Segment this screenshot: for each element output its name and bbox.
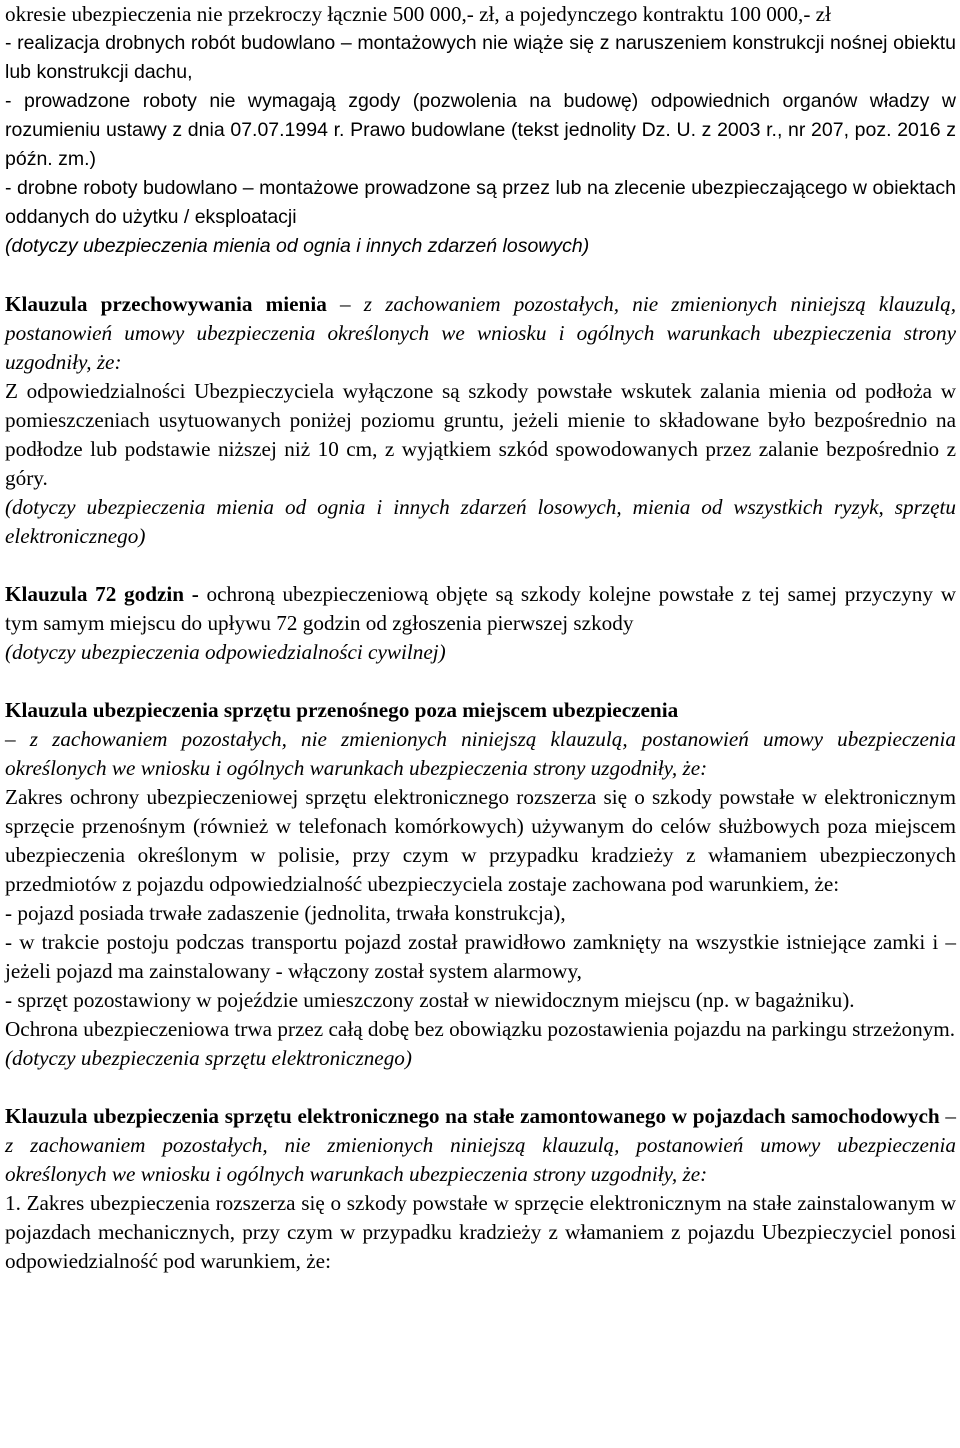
clause-portable-scope: (dotyczy ubezpieczenia sprzętu elektronicznego) [5, 1046, 412, 1070]
clause-portable-condition-roof: - pojazd posiada trwałe zadaszenie (jednolita, trwała konstrukcja), [5, 901, 566, 925]
clause-storage [5, 290, 956, 377]
clause-portable-note: Ochrona ubezpieczeniowa trwa przez całą dobę bez obowiązku pozostawienia pojazdu na parkingu strzeżonym. [5, 1017, 956, 1041]
scope-note-fire: (dotyczy ubezpieczenia mienia od ognia i innych zdarzeń losowych) [5, 235, 590, 257]
clause-portable-body: Zakres ochrony ubezpieczeniowej sprzętu elektronicznego rozszerza się o szkody powstałe w elektronicznym sprzęcie przenośnym (również w telefonach komórkowych) używanym do celów służbowych poza miejscem ubezpieczenia określonym w polisie, przy czym w przypadku kradzieży z włamaniem ubezpieczonych przedmiotów z pojazdu odpowiedzialność ubezpieczyciela zostaje zachowana pod warunkiem, że: [5, 785, 956, 896]
clause-storage-intro: – z zachowaniem pozostałych, nie zmienionych niniejszą klauzulą, postanowień umowy ubezpieczenia określonych we wniosku i ogólnych warunkach ubezpieczenia strony uzgodniły, że: [5, 292, 956, 374]
clause-vehicle-point-1: 1. Zakres ubezpieczenia rozszerza się o szkody powstałe w sprzęcie elektronicznym na stałe zainstalowanym w pojazdach mechanicznych, przy czym w przypadku kradzieży z włamaniem z pojazdu Ubezpieczyciel ponosi odpowiedzialność pod warunkiem, że: [5, 1191, 956, 1273]
condition-objects: - drobne roboty budowlano – montażowe prowadzone są przez lub na zlecenie ubezpieczającego w obiektach oddanych do użytku / eksploatacji [5, 177, 956, 228]
clause-vehicle [5, 1102, 956, 1189]
clause-portable-condition-locks: - w trakcie postoju podczas transportu pojazd został prawidłowo zamknięty na wszystkie istniejące zamki i – jeżeli pojazd ma zainstalowany - włączony został system alarmowy, [5, 930, 956, 983]
clause-72h-title: Klauzula 72 godzin - [5, 582, 199, 606]
spacer [5, 261, 956, 290]
clause-72h-scope: (dotyczy ubezpieczenia odpowiedzialności cywilnej) [5, 640, 446, 664]
clause-storage-scope: (dotyczy ubezpieczenia mienia od ognia i innych zdarzeń losowych, mienia od wszystkich ryzyk, sprzętu elektronicznego) [5, 495, 956, 548]
spacer [5, 667, 956, 696]
spacer [5, 1073, 956, 1102]
clause-storage-body: Z odpowiedzialności Ubezpieczyciela wyłączone są szkody powstałe wskutek zalania mienia od podłoża w pomieszczeniach usytuowanych poniżej poziomu gruntu, jeżeli mienie to składowane było bezpośrednio na podłodze lub podstawie niższej niż 10 cm, z wyjątkiem szkód spowodowanych przez zalanie bezpośrednio z góry. [5, 379, 956, 490]
condition-permit: - prowadzone roboty nie wymagają zgody (pozwolenia na budowę) odpowiednich organów władzy w rozumieniu ustawy z dnia 07.07.1994 r. Prawo budowlane (tekst jednolity Dz. U. z 2003 r., nr 207, poz. 2016 z późn. zm.) [5, 90, 956, 170]
paragraph-limit: okresie ubezpieczenia nie przekroczy łącznie 500 000,- zł, a pojedynczego kontraktu 100 000,- zł [5, 2, 831, 26]
clause-72h-body: ochroną ubezpieczeniową objęte są szkody kolejne powstałe z tej samej przyczyny w tym samym miejscu do upływu 72 godzin od zgłoszenia pierwszej szkody [5, 582, 956, 635]
clause-vehicle-intro: – z zachowaniem pozostałych, nie zmienionych niniejszą klauzulą, postanowień umowy ubezpieczenia określonych we wniosku i ogólnych warunkach ubezpieczenia strony uzgodniły, że: [5, 1104, 956, 1186]
clause-vehicle-title: Klauzula ubezpieczenia sprzętu elektronicznego na stałe zamontowanego w pojazdach samochodowych [5, 1104, 940, 1128]
clause-storage-title: Klauzula przechowywania mienia [5, 292, 327, 316]
clause-portable-condition-hidden: - sprzęt pozostawiony w pojeździe umieszczony został w niewidocznym miejscu (np. w bagażniku). [5, 988, 855, 1012]
spacer [5, 551, 956, 580]
clause-portable-title: Klauzula ubezpieczenia sprzętu przenośnego poza miejscem ubezpieczenia [5, 698, 679, 722]
clause-portable-intro: – z zachowaniem pozostałych, nie zmienionych niniejszą klauzulą, postanowień umowy ubezpieczenia określonych we wniosku i ogólnych warunkach ubezpieczenia strony uzgodniły, że: [5, 727, 956, 780]
clause-72h [5, 580, 956, 638]
condition-construction: - realizacja drobnych robót budowlano – montażowych nie wiąże się z naruszeniem konstrukcji nośnej obiektu lub konstrukcji dachu, [5, 32, 956, 83]
